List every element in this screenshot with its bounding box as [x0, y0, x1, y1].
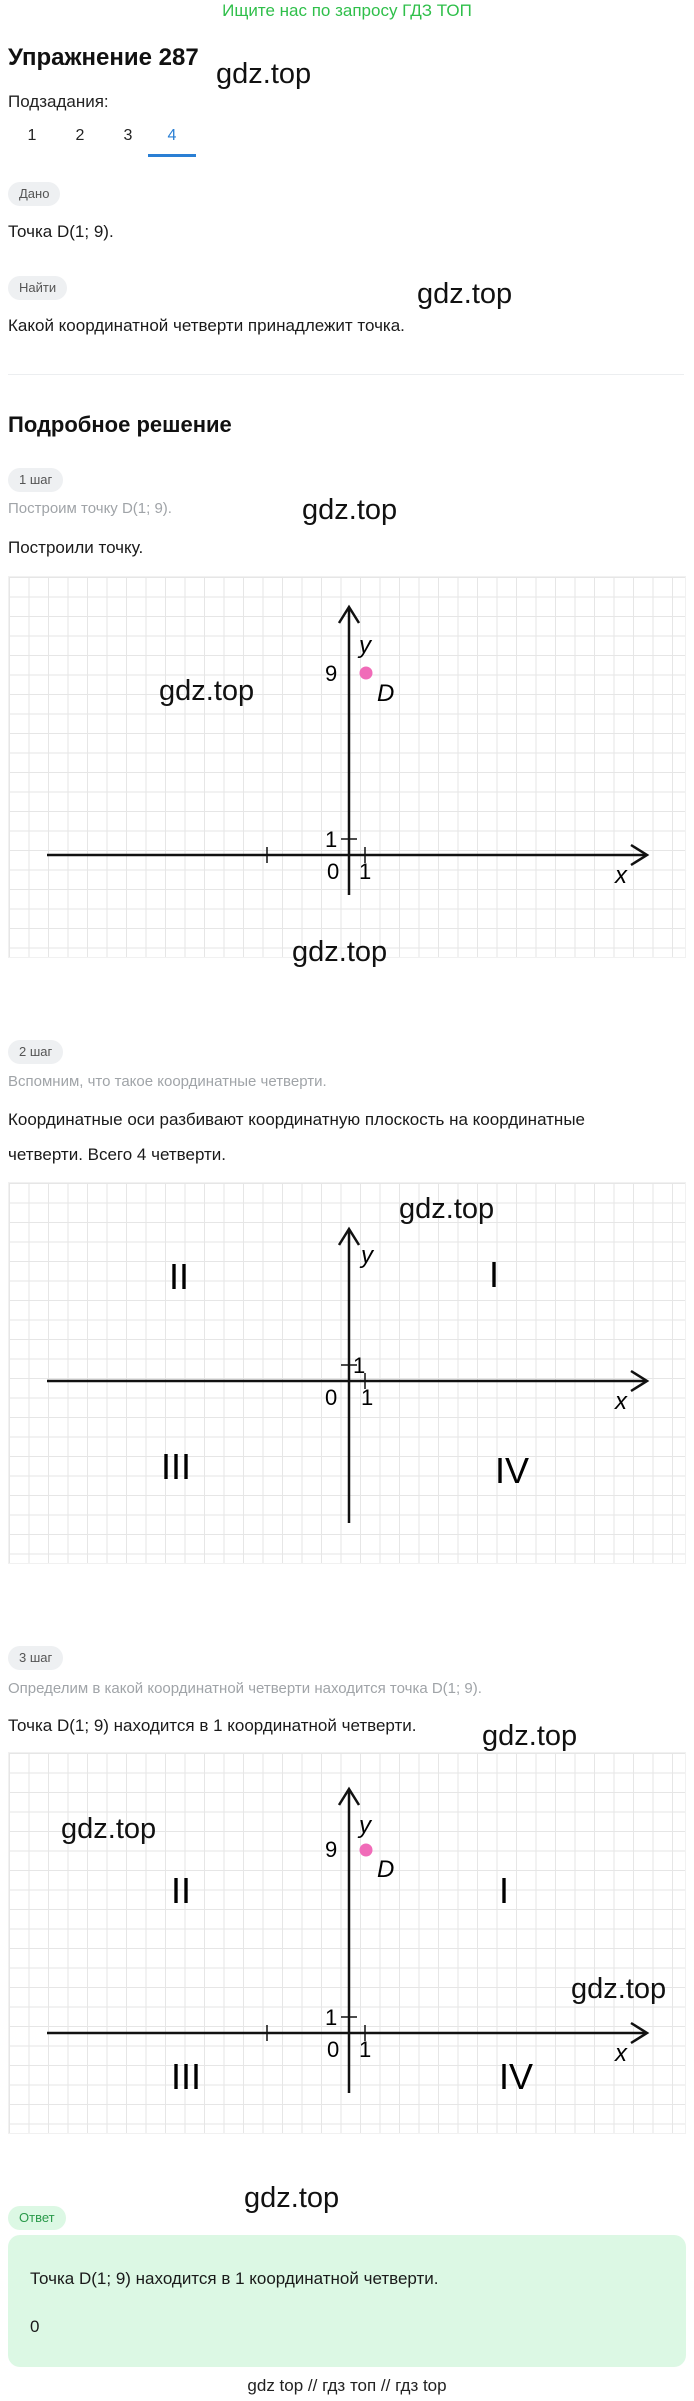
origin-label: 0	[327, 859, 340, 884]
origin-label: 0	[325, 1385, 338, 1410]
x-label: x	[615, 862, 627, 889]
quadrant-4-label: IV	[499, 2056, 534, 2097]
quadrant-3-label: III	[161, 1446, 192, 1487]
quadrant-4-label: IV	[495, 1450, 530, 1491]
point-y-value: 9	[325, 1837, 338, 1862]
point-d	[360, 1844, 373, 1857]
tab-3[interactable]: 3	[123, 127, 133, 144]
top-banner[interactable]: Ищите нас по запросу ГДЗ ТОП	[222, 1, 472, 20]
x-label: x	[615, 2040, 627, 2067]
divider	[8, 374, 684, 375]
tab-4[interactable]: 4	[148, 118, 196, 157]
given-pill: Дано	[8, 182, 60, 206]
footer-links[interactable]: gdz top // гдз топ // гдз top	[247, 2376, 447, 2395]
given-text: Точка D(1; 9).	[8, 222, 114, 241]
unit-y-label: 1	[325, 2005, 338, 2030]
step-1-pill: 1 шаг	[8, 468, 63, 492]
step-3-text: Точка D(1; 9) находится в 1 координатной четверти.	[8, 1716, 417, 1735]
point-d-label: D	[377, 680, 395, 707]
watermark: gdz.top	[216, 58, 312, 90]
quadrant-2-label: II	[171, 1870, 192, 1911]
watermark: gdz.top	[292, 936, 388, 968]
y-label: y	[359, 632, 371, 659]
subtask-tabs	[8, 118, 248, 156]
watermark: gdz.top	[302, 494, 398, 526]
step-3-hint: Определим в какой координатной четверти находится точка D(1; 9).	[8, 1680, 482, 1697]
exercise-title: Упражнение 287	[8, 44, 199, 71]
unit-x-label: 1	[359, 859, 372, 884]
quadrant-3-label: III	[171, 2056, 202, 2097]
graph-3-svg	[9, 1753, 685, 2133]
unit-x-label: 1	[361, 1385, 374, 1410]
point-d-label: D	[377, 1856, 395, 1883]
quadrant-1-label: I	[499, 1870, 510, 1911]
y-label: y	[361, 1242, 373, 1269]
watermark: gdz.top	[399, 1193, 495, 1225]
quadrant-1-label: I	[489, 1254, 500, 1295]
answer-pill: Ответ	[8, 2206, 66, 2230]
answer-box	[8, 2235, 686, 2367]
step-2-pill: 2 шаг	[8, 1040, 63, 1064]
unit-y-label: 1	[325, 827, 338, 852]
quadrant-2-label: II	[169, 1256, 190, 1297]
origin-label: 0	[327, 2037, 340, 2062]
tab-2[interactable]: 2	[75, 127, 85, 144]
graph-3	[8, 1752, 686, 2134]
point-y-value: 9	[325, 661, 338, 686]
unit-y-label: 1	[353, 1353, 366, 1378]
watermark: gdz.top	[61, 1813, 157, 1845]
watermark: gdz.top	[571, 1973, 667, 2005]
solution-title: Подробное решение	[8, 412, 232, 437]
watermark: gdz.top	[244, 2182, 340, 2214]
step-1-text: Построили точку.	[8, 538, 144, 557]
tab-1[interactable]: 1	[27, 127, 37, 144]
x-label: x	[615, 1388, 627, 1415]
step-3-pill: 3 шаг	[8, 1646, 63, 1670]
graph-1	[8, 576, 686, 958]
answer-value: 0	[30, 2317, 40, 2336]
step-1-hint: Построим точку D(1; 9).	[8, 500, 172, 517]
step-2-text-2: четверти. Всего 4 четверти.	[8, 1145, 227, 1164]
unit-x-label: 1	[359, 2037, 372, 2062]
watermark: gdz.top	[159, 675, 255, 707]
answer-text: Точка D(1; 9) находится в 1 координатной четверти.	[30, 2269, 439, 2288]
subtasks-label: Подзадания:	[8, 92, 109, 111]
find-text: Какой координатной четверти принадлежит точка.	[8, 316, 405, 335]
graph-2-svg	[9, 1183, 685, 1563]
watermark: gdz.top	[482, 1720, 578, 1752]
graph-2	[8, 1182, 686, 1564]
step-2-text-1: Координатные оси разбивают координатную плоскость на координатные	[8, 1110, 585, 1129]
find-pill: Найти	[8, 276, 67, 300]
y-label: y	[359, 1812, 371, 1839]
point-d	[360, 667, 373, 680]
watermark: gdz.top	[417, 278, 513, 310]
graph-1-svg	[9, 577, 685, 957]
step-2-hint: Вспомним, что такое координатные четверти.	[8, 1073, 327, 1090]
